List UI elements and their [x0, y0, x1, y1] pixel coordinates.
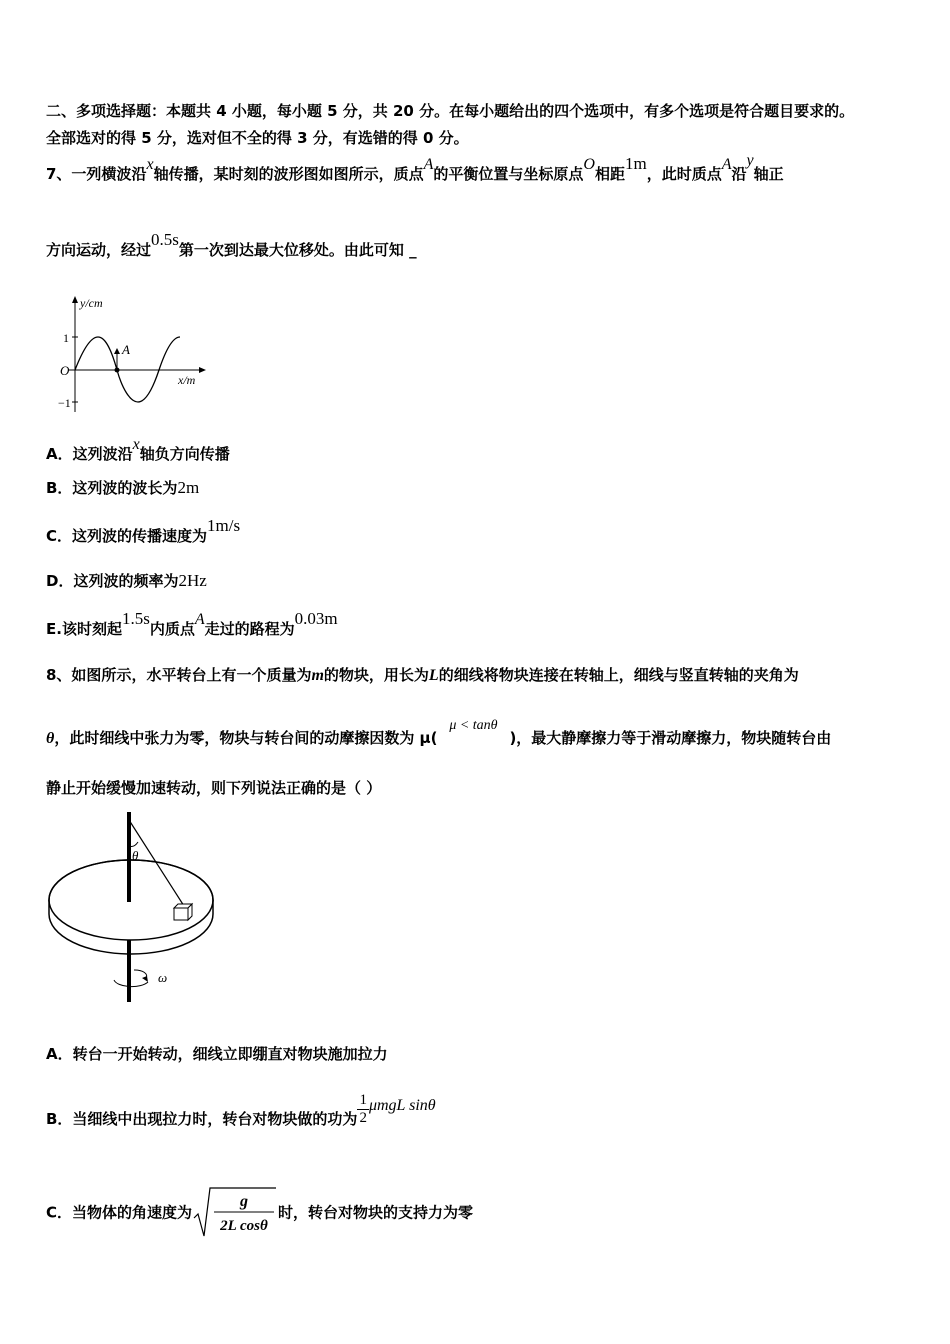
q8-theta-var: θ	[46, 730, 55, 747]
section-header-line1: 二、多项选择题：本题共 4 小题，每小题 5 分，共 20 分。在每小题给出的四个选项中，有多个选项是符合题目要求的。	[46, 102, 855, 120]
q8-text: 的细线将物块连接在转轴上，细线与竖直转轴的夹角为	[438, 666, 799, 684]
option-x-var: x	[132, 436, 140, 453]
q7-time: 0.5s	[151, 230, 179, 249]
q8-stem-line3: 静止开始缓慢加速转动，则下列说法正确的是（ ）	[46, 779, 382, 797]
q8-option-A: A．转台一开始转动，细线立即绷直对物块施加拉力	[46, 1045, 388, 1063]
theta-label: θ	[132, 848, 139, 863]
option-text: 走过的路程为	[204, 620, 295, 638]
fraction-numerator: 1	[359, 1092, 367, 1108]
graph-origin: O	[60, 363, 70, 378]
omega-label: ω	[158, 970, 168, 985]
q7-text: 的平衡位置与坐标原点	[433, 165, 584, 183]
option-text: A．这列波沿	[46, 445, 133, 463]
option-text: E.该时刻起	[46, 620, 122, 638]
q8-option-C	[46, 1186, 473, 1240]
sqrt-sign	[192, 1186, 278, 1240]
q7-text: 轴正	[753, 165, 784, 183]
q7-A-var: A	[721, 156, 732, 173]
q8-m-var: m	[311, 667, 324, 684]
fraction-denominator: 2	[359, 1110, 367, 1126]
q7-text: 方向运动，经过	[46, 241, 152, 259]
point-A-dot	[115, 368, 120, 373]
q8-text: 8、如图所示，水平转台上有一个质量为	[46, 666, 312, 684]
q7-stem-line1	[46, 152, 784, 185]
q7-A-var: A	[423, 156, 434, 173]
q7-x-var: x	[146, 156, 154, 173]
graph-point-label: A	[122, 342, 130, 357]
q8-stem-line2	[46, 718, 832, 750]
graph-tick-neg: −1	[58, 396, 71, 410]
graph-tick-pos: 1	[63, 331, 69, 345]
q7-option-C	[46, 516, 241, 546]
option-text: 时，转台对物块的支持力为零	[278, 1203, 474, 1222]
q8-L-var: L	[428, 667, 439, 684]
q7-stem-line2	[46, 230, 417, 260]
q7-option-D	[46, 571, 207, 591]
option-text: C．当物体的角速度为	[46, 1203, 193, 1222]
q7-text: 7、一列横波沿	[46, 165, 147, 183]
q7-text: 轴传播，某时刻的波形图如图所示，质点	[153, 165, 424, 183]
q7-y-var: y	[746, 152, 754, 169]
option-text: C．这列波的传播速度为	[46, 527, 208, 545]
q7-text: ，此时质点	[646, 165, 722, 183]
q7-text: 沿	[731, 165, 747, 183]
graph-ylabel: y/cm	[80, 296, 103, 310]
option-text: D．这列波的频率为	[46, 572, 179, 590]
sqrt-denominator: 2L cosθ	[220, 1218, 268, 1234]
option-A-var: A	[194, 611, 205, 628]
fraction-half	[357, 1092, 369, 1127]
q7-option-E	[46, 609, 338, 640]
wave-graph	[50, 290, 220, 420]
turntable-figure	[46, 810, 226, 1010]
sqrt-numerator: g	[240, 1193, 249, 1210]
q7-text: 相距	[594, 165, 625, 183]
option-value: 2Hz	[178, 571, 207, 590]
option-value: 1.5s	[121, 609, 150, 628]
q8-option-B	[46, 1092, 436, 1137]
option-value: 1m/s	[207, 516, 241, 535]
q7-O-var: O	[583, 156, 595, 173]
q7-text: 第一次到达最大位移处。由此可知 _	[178, 241, 417, 259]
option-text: B．当细线中出现拉力时，转台对物块做的功为	[46, 1110, 358, 1128]
option-value: 2m	[177, 478, 200, 497]
work-expression: μmgL sinθ	[368, 1097, 436, 1114]
option-value: 0.03m	[294, 609, 338, 628]
q8-text: ，此时细线中张力为零，物块与转台间的动摩擦因数为 μ(	[54, 729, 438, 747]
sqrt-expression	[192, 1186, 278, 1240]
option-text: 轴负方向传播	[139, 445, 230, 463]
q7-distance: 1m	[624, 154, 647, 173]
option-text: 内质点	[149, 620, 195, 638]
q8-condition: μ < tanθ	[449, 718, 498, 733]
q8-text: )，最大静摩擦力等于滑动摩擦力，物块随转台由	[509, 729, 832, 747]
graph-xlabel: x/m	[178, 373, 196, 387]
section-header-line2: 全部选对的得 5 分，选对但不全的得 3 分，有选错的得 0 分。	[46, 129, 469, 147]
q7-option-B	[46, 478, 199, 498]
q7-option-A	[46, 436, 230, 465]
q8-stem-line1	[46, 665, 799, 686]
option-text: B．这列波的波长为	[46, 479, 178, 497]
q8-text: 的物块，用长为	[323, 666, 429, 684]
